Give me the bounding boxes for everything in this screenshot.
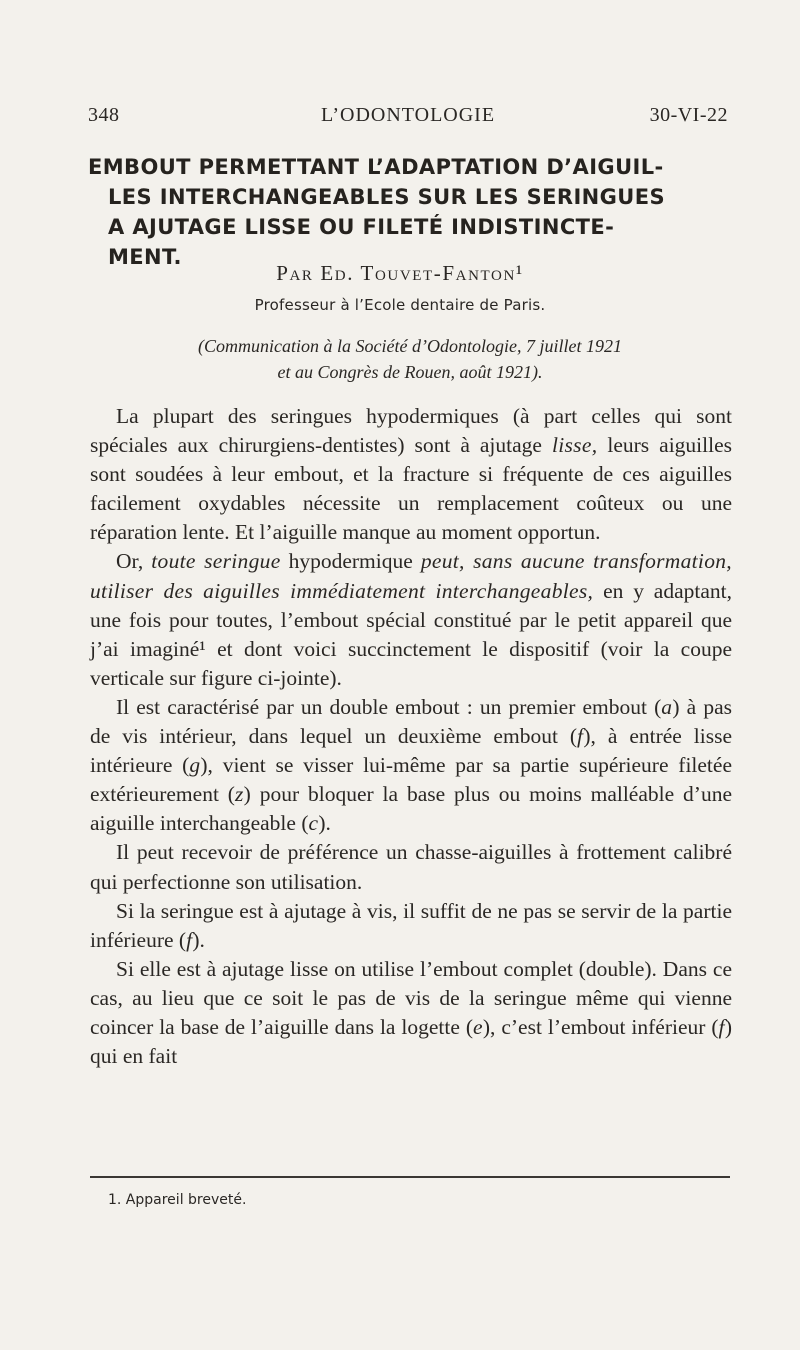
footnote: 1. Appareil breveté. <box>108 1192 247 1208</box>
paragraph: Si la seringue est à ajutage à vis, il suffit de ne pas se servir de la partie inférieure (f). <box>90 898 732 952</box>
paragraph: Il est caractérisé par un double embout : un premier embout (a) à pas de vis intérieur, dans lequel un deuxième embout (f), à entrée lisse intérieure (g), vient se visser lui-même par sa partie supérieure filetée extérieurement (z) pour bloquer la base plus ou moins malléable d’une aiguille interchangeable (c). <box>90 694 733 836</box>
communication-line: (Communication à la Société d’Odontologie, 7 juillet 1921 <box>198 336 622 356</box>
title-line: EMBOUT PERMETTANT L’ADAPTATION D’AIGUIL- <box>88 155 664 179</box>
paragraph: Or, toute seringue hypodermique peut, sans aucune transformation, utiliser des aiguilles immédiatement interchangeables, en y adaptant, une fois pour toutes, l’embout spécial constitué par le petit appareil que j’ai imaginé¹ et dont voici succinctement le dispositif (voir la coupe verticale sur figure ci-jointe). <box>90 549 732 690</box>
running-header <box>88 104 728 134</box>
footnote-divider <box>90 1176 730 1178</box>
paragraph: Il peut recevoir de préférence un chasse-aiguilles à frottement calibré qui perfectionne son utilisation. <box>90 840 732 894</box>
communication-line: et au Congrès de Rouen, août 1921). <box>277 362 543 382</box>
author-affiliation: Professeur à l’Ecole dentaire de Paris. <box>254 296 546 314</box>
communication-note <box>90 333 730 385</box>
title-line: A AJUTAGE LISSE OU FILETÉ INDISTINCTE- <box>108 215 615 239</box>
page-number: 348 <box>88 104 120 126</box>
article-body <box>90 402 732 1071</box>
paragraph: Si elle est à ajutage lisse on utilise l’embout complet (double). Dans ce cas, au lieu que ce soit le pas de vis de la seringue même qui vienne coincer la base de l’aiguille dans la logette (e), c’est l’embout inférieur (f) qui en fait <box>90 956 732 1069</box>
journal-name: L’ODONTOLOGIE <box>320 104 496 126</box>
issue-date: 30-VI-22 <box>649 104 728 126</box>
title-line: MENT. <box>108 245 182 269</box>
paragraph: La plupart des seringues hypodermiques (à part celles qui sont spéciales aux chirurgiens-dentistes) sont à ajutage lisse, leurs aiguilles sont soudées à leur embout, et la fracture si fréquente de ces aiguilles facilement oxydables nécessite un remplacement coûteux ou une réparation lente. Et l’aiguille manque au moment opportun. <box>90 404 733 545</box>
author-line: Par Ed. Touvet-Fanton¹ <box>276 261 524 285</box>
article-title <box>88 152 738 272</box>
title-line: LES INTERCHANGEABLES SUR LES SERINGUES <box>108 185 666 209</box>
